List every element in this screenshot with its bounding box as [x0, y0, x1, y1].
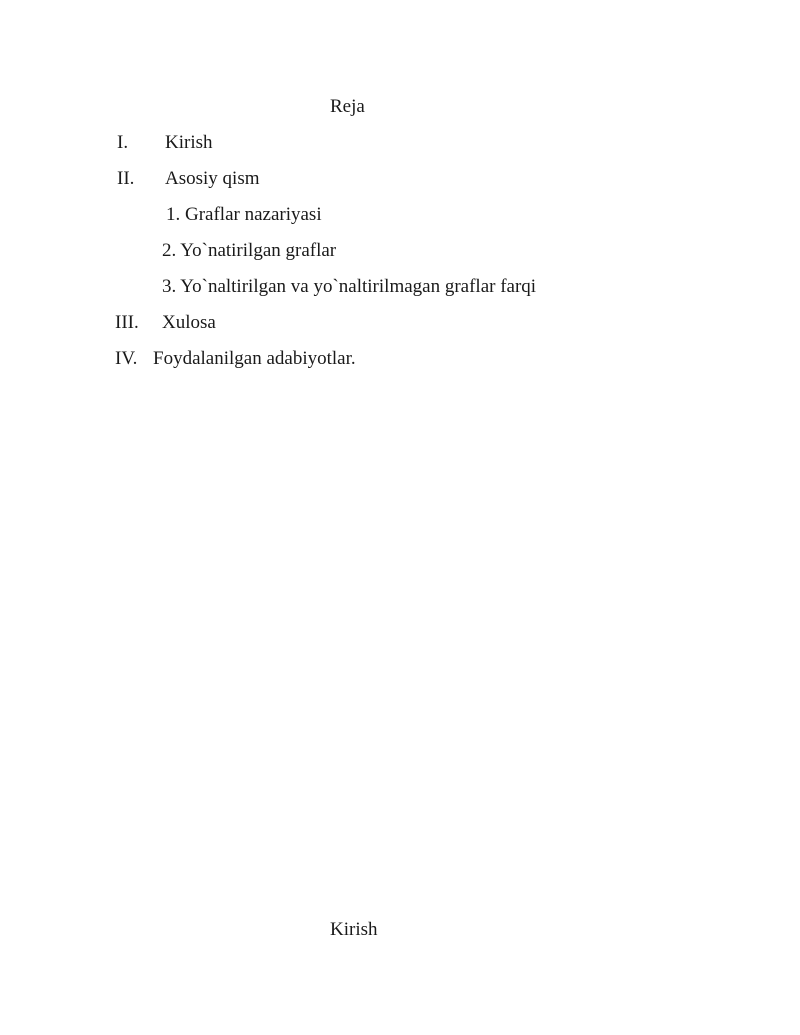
outline-numeral-2: II. — [117, 168, 135, 189]
outline-item-4: Foydalanilgan adabiyotlar. — [153, 348, 356, 369]
outline-numeral-1: I. — [117, 132, 129, 153]
plan-title: Reja — [330, 96, 365, 117]
outline-subitem-3: 3. Yo`naltirilgan va yo`naltirilmagan graflar farqi — [162, 276, 537, 297]
outline-item-2: Asosiy qism — [165, 168, 260, 189]
section-heading-intro: Kirish — [330, 919, 378, 940]
outline-item-1: Kirish — [165, 132, 213, 153]
outline-item-3: Xulosa — [162, 312, 216, 333]
outline-subitem-2: 2. Yo`natirilgan graflar — [162, 240, 337, 261]
outline-numeral-4: IV. — [115, 348, 138, 369]
outline-numeral-3: III. — [115, 312, 139, 333]
outline-subitem-1: 1. Graflar nazariyasi — [166, 204, 322, 225]
